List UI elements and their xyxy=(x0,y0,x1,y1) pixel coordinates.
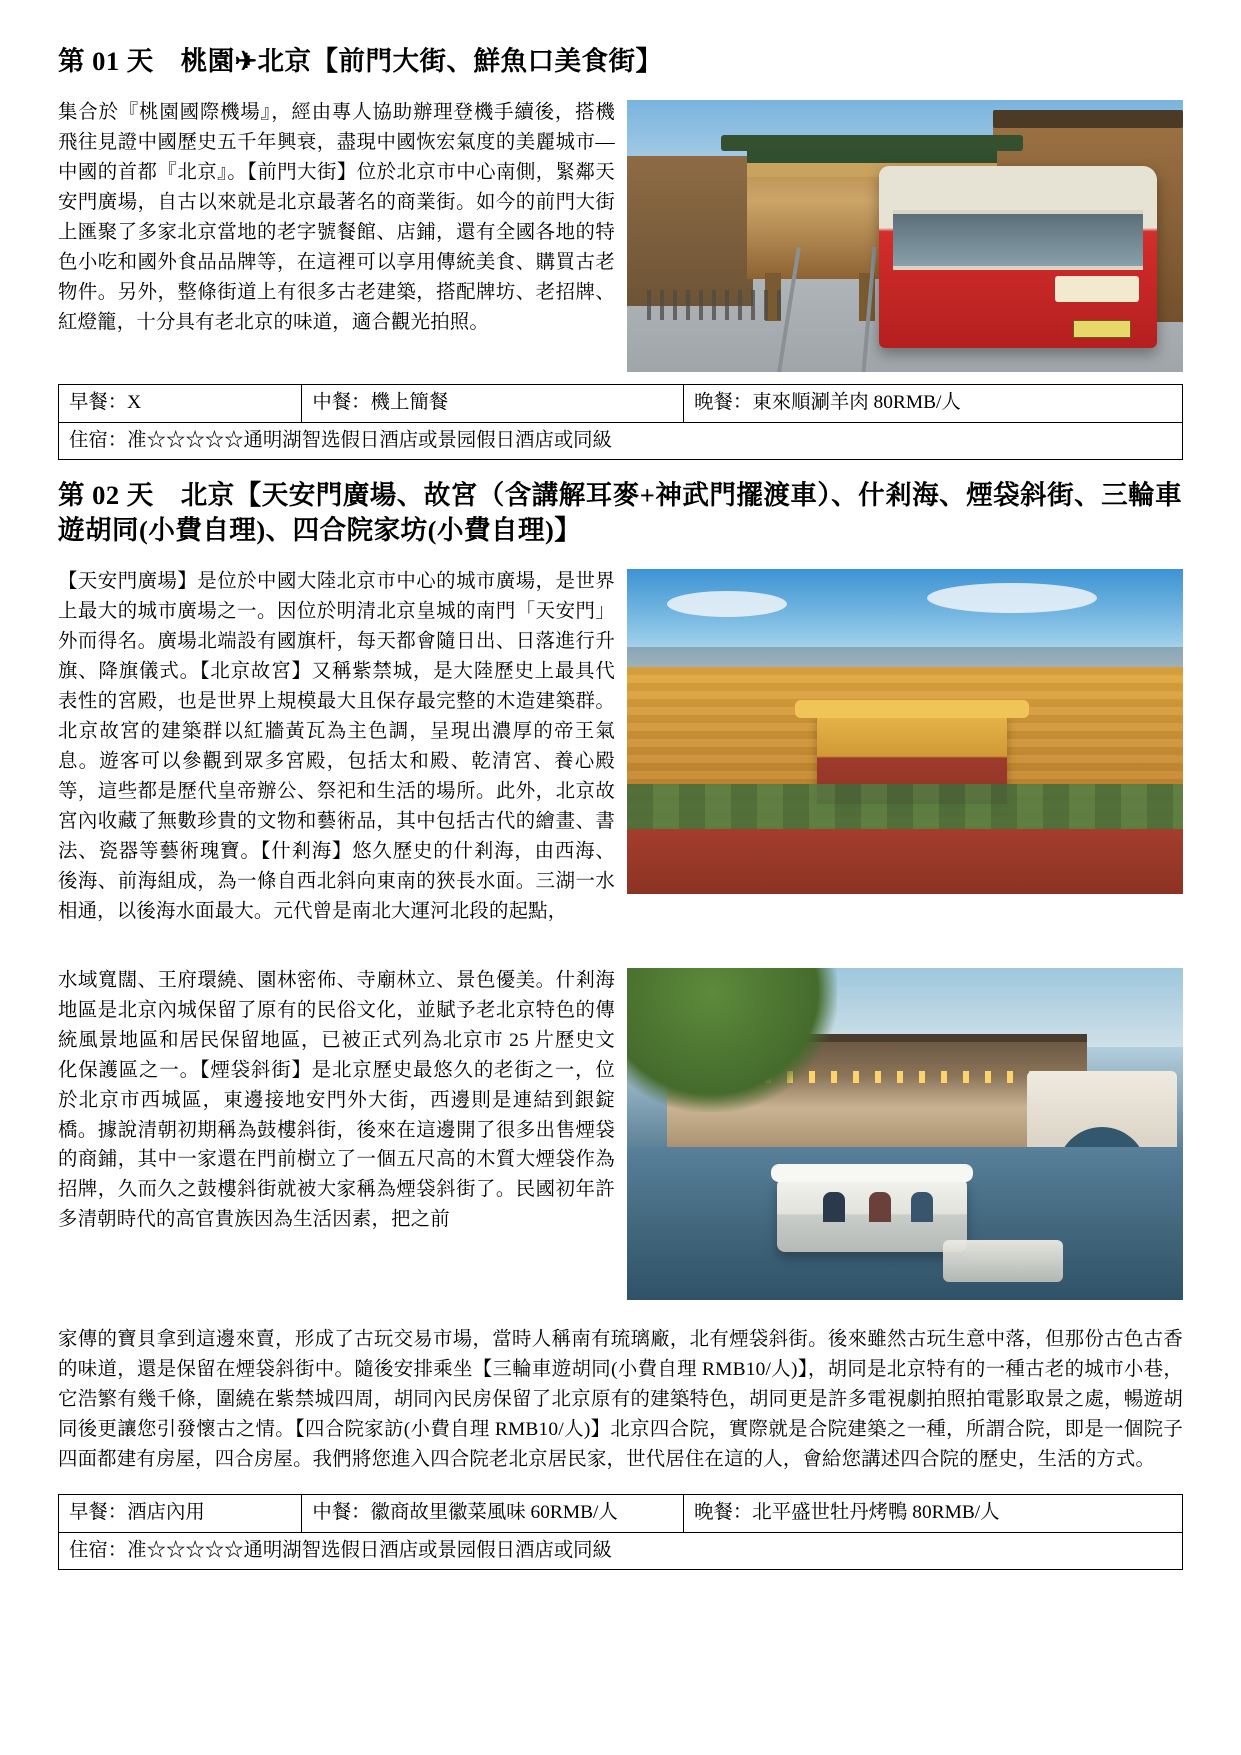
table-row xyxy=(59,422,1183,459)
day-02-paragraph-1: 【天安門廣場】是位於中國大陸北京市中心的城市廣場，是世界上最大的城市廣場之一。因位於明清北京皇城的南門「天安門」外而得名。廣場北端設有國旗杆，每天都會隨日出、日落進行升旗、降旗儀式。【北京故宮】又稱紫禁城，是大陸歷史上最具代表性的宮殿，也是世界上規模最大且保存最完整的木造建築群。北京故宮的建築群以紅牆黃瓦為主色調，呈現出濃厚的帝王氣息。遊客可以參觀到眾多宮殿，包括太和殿、乾清宮、養心殿等，這些都是歷代皇帝辦公、祭祀和生活的場所。此外，北京故宮內收藏了無數珍貴的文物和藝術品，其中包括古代的繪畫、書法、瓷器等藝術瑰寶。【什剎海】悠久歷史的什剎海，由西海、後海、前海組成，為一條自西北斜向東南的狹長水面。三湖一水相通，以後海水面最大。元代曾是南北大運河北段的起點， xyxy=(58,571,615,922)
day-02-paragraph-3: 家傳的寶貝拿到這邊來賣，形成了古玩交易市場，當時人稱南有琉璃廠，北有煙袋斜街。後來雖然古玩生意中落，但那份古色古香的味道，還是保留在煙袋斜街中。隨後安排乘坐【三輪車遊胡同(小費自理 RMB10/人)】，胡同是北京特有的一種古老的城市小巷，它浩繁有幾千條，圍繞在紫禁城四周，胡同內民房保留了北京原有的建築特色，胡同更是許多電視劇拍照拍電影取景之處，暢遊胡同後更讓您引發懷古之情。【四合院家訪(小費自理 RMB10/人)】北京四合院，實際就是合院建築之一種，所謂合院，即是一個院子四面都建有房屋，四合房屋。我們將您進入四合院老北京居民家，世代居住在這的人，會給您講述四合院的歷史，生活的方式。 xyxy=(58,1329,1183,1470)
photo-tram-windows xyxy=(893,210,1143,270)
forbidden-city-photo xyxy=(627,569,1183,894)
day-02-hotel: 住宿：准☆☆☆☆☆通明湖智选假日酒店或景园假日酒店或同級 xyxy=(59,1532,1183,1569)
day-02-heading: 第 02 天 北京【天安門廣場、故宮（含講解耳麥+神武門擺渡車）、什剎海、煙袋斜街、三輪車遊胡同(小費自理)、四合院家坊(小費自理)】 xyxy=(58,479,1183,545)
day-section-01 xyxy=(58,44,1183,460)
photo-pedestrians xyxy=(647,290,787,320)
photo-building-left xyxy=(627,156,753,306)
day-02-lunch: 中餐：徽商故里徽菜風味 60RMB/人 xyxy=(302,1495,684,1532)
section-spacer xyxy=(58,460,1183,478)
table-row xyxy=(59,1495,1183,1532)
day-01-dinner: 晚餐：東來順涮羊肉 80RMB/人 xyxy=(684,385,1183,422)
photo-red-wall xyxy=(627,829,1183,894)
photo-boat-passenger xyxy=(911,1192,933,1222)
day-section-02 xyxy=(58,478,1183,1570)
day-01-heading: 第 01 天 桃園✈北京【前門大街、鮮魚口美食街】 xyxy=(58,46,663,76)
day-01-breakfast: 早餐：X xyxy=(59,385,302,422)
day-02-content-top xyxy=(58,567,1183,946)
photo-boat-canopy xyxy=(771,1164,973,1182)
photo-trees xyxy=(627,784,1183,836)
photo-willow-tree xyxy=(627,968,837,1112)
day-01-meals-table xyxy=(58,384,1183,460)
table-row xyxy=(59,1532,1183,1569)
day-02-dinner: 晚餐：北平盛世牡丹烤鴨 80RMB/人 xyxy=(684,1495,1183,1532)
photo-tram-plate xyxy=(1073,320,1131,338)
photo-boat-passenger xyxy=(869,1192,891,1222)
photo-red-tram xyxy=(879,166,1157,348)
day-01-hotel: 住宿：准☆☆☆☆☆通明湖智选假日酒店或景园假日酒店或同級 xyxy=(59,422,1183,459)
photo-boat-passenger xyxy=(823,1192,845,1222)
photo-tram-sign xyxy=(1055,276,1139,302)
day-02-meals-table xyxy=(58,1494,1183,1570)
photo-tour-boat xyxy=(777,1178,967,1252)
table-row xyxy=(59,385,1183,422)
day-01-paragraph: 集合於『桃園國際機場』，經由專人協助辦理登機手續後，搭機飛往見證中國歷史五千年興衰，盡現中國恢宏氣度的美麗城市—中國的首都『北京』。【前門大街】位於北京市中心南側，緊鄰天安門廣場，自古以來就是北京最著名的商業街。如今的前門大街上匯聚了多家北京當地的老字號餐館、店鋪，還有全國各地的特色小吃和國外食品品牌等，在這裡可以享用傳統美食、購買古老物件。另外，整條街道上有很多古老建築，搭配牌坊、老招牌、紅燈籠，十分具有老北京的味道，適合觀光拍照。 xyxy=(58,102,615,334)
day-01-content xyxy=(58,98,1183,378)
photo-small-boat xyxy=(943,1240,1063,1282)
qianmen-tram-photo xyxy=(627,100,1183,372)
shichahai-photo xyxy=(627,968,1183,1300)
day-02-paragraph-2: 水域寬闊、王府環繞、園林密佈、寺廟林立、景色優美。什剎海地區是北京內城保留了原有的民俗文化，並賦予老北京特色的傳統風景地區和居民保留地區，已被正式列為北京市 25 片歷史文化保護區之一。【煙袋斜街】是北京歷史最悠久的老街之一，位於北京市西城區，東邊接地安門外大街，西邊則是連結到銀錠橋。據說清朝初期稱為鼓樓斜街，後來在這邊開了很多出售煙袋的商鋪，其中一家還在門前樹立了一個五尺高的木質大煙袋作為招牌，久而久之鼓樓斜街就被大家稱為煙袋斜街了。民國初年許多清朝時代的高官貴族因為生活因素，把之前 xyxy=(58,969,615,1231)
day-01-lunch: 中餐：機上簡餐 xyxy=(302,385,684,422)
day-02-breakfast: 早餐：酒店內用 xyxy=(59,1495,302,1532)
day-02-content-mid xyxy=(58,966,1183,1306)
